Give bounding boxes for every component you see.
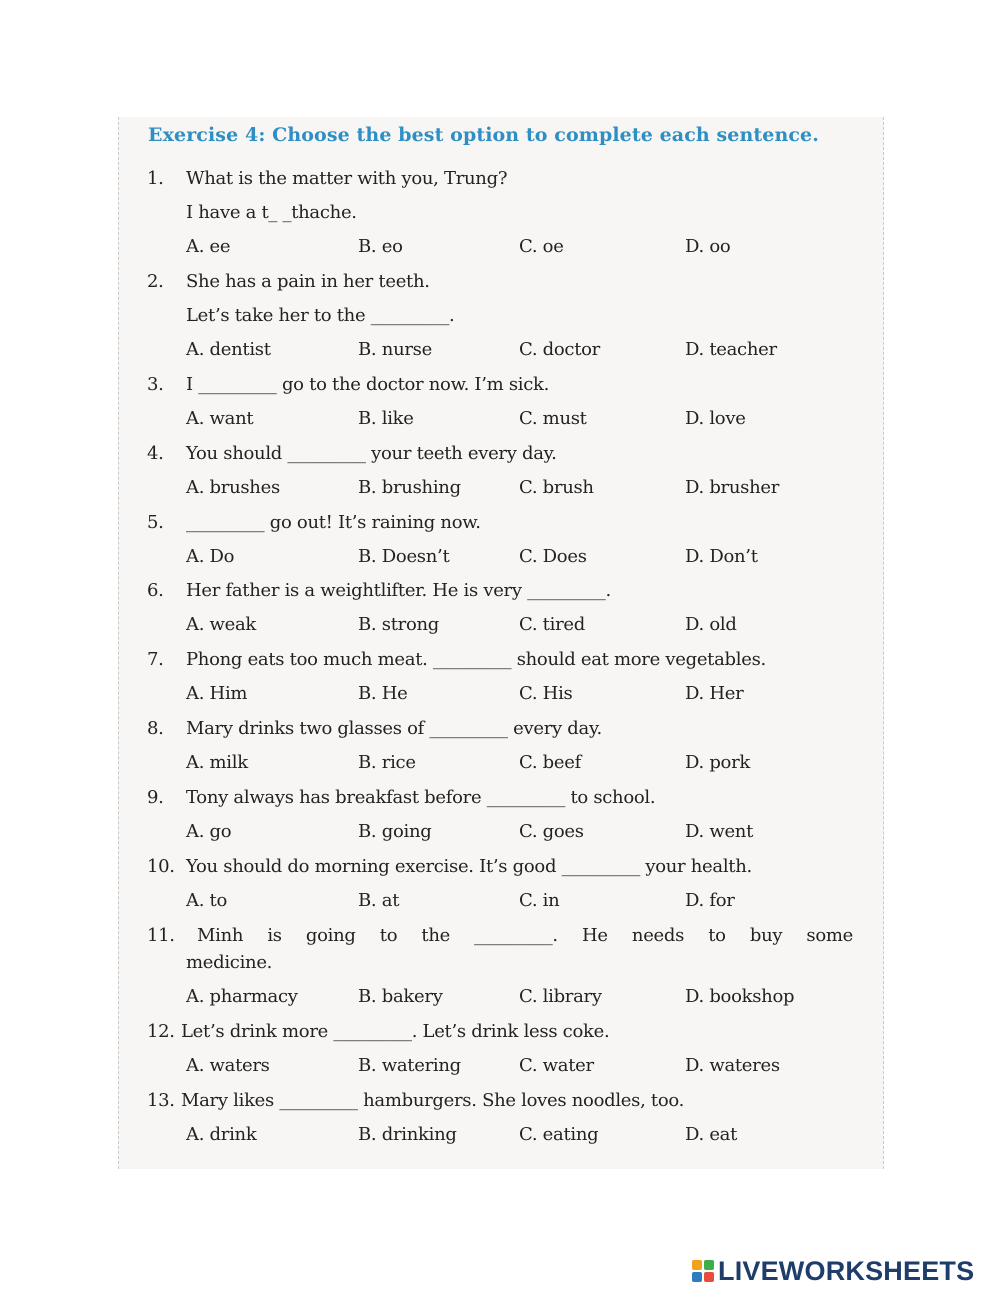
question-1-line-2: I have a t_ _thache. [186, 202, 357, 223]
question-11-option-c[interactable]: C. library [519, 986, 602, 1007]
question-2-number: 2. [147, 271, 164, 292]
question-8-option-a[interactable]: A. milk [186, 752, 248, 773]
question-7-option-b[interactable]: B. He [358, 683, 408, 704]
question-6-line-1: Her father is a weightlifter. He is very _________. [186, 580, 611, 601]
question-1-option-c[interactable]: C. oe [519, 236, 564, 257]
question-3-option-b[interactable]: B. like [358, 408, 414, 429]
question-9-option-c[interactable]: C. goes [519, 821, 584, 842]
question-7-option-d[interactable]: D. Her [685, 683, 744, 704]
question-9-option-b[interactable]: B. going [358, 821, 432, 842]
question-11-option-d[interactable]: D. bookshop [685, 986, 795, 1007]
question-2-option-d[interactable]: D. teacher [685, 339, 777, 360]
question-2-option-c[interactable]: C. doctor [519, 339, 600, 360]
question-1-option-d[interactable]: D. oo [685, 236, 731, 257]
question-3-option-a[interactable]: A. want [186, 408, 254, 429]
question-3-option-c[interactable]: C. must [519, 408, 587, 429]
question-9-number: 9. [147, 787, 164, 808]
question-8-option-c[interactable]: C. beef [519, 752, 581, 773]
question-11-option-b[interactable]: B. bakery [358, 986, 443, 1007]
question-8-option-b[interactable]: B. rice [358, 752, 416, 773]
question-2-line-1: She has a pain in her teeth. [186, 271, 430, 292]
liveworksheets-logo-icon [692, 1260, 714, 1282]
liveworksheets-logo-text: LIVEWORKSHEETS [718, 1255, 975, 1286]
question-12-option-d[interactable]: D. wateres [685, 1055, 780, 1076]
question-3-option-d[interactable]: D. love [685, 408, 746, 429]
question-4-number: 4. [147, 443, 164, 464]
question-1-option-a[interactable]: A. ee [186, 236, 231, 257]
question-4-option-b[interactable]: B. brushing [358, 477, 461, 498]
question-2-option-a[interactable]: A. dentist [186, 339, 271, 360]
question-9-line-1: Tony always has breakfast before _________ to school. [186, 787, 656, 808]
question-9-option-d[interactable]: D. went [685, 821, 754, 842]
question-12-option-b[interactable]: B. watering [358, 1055, 461, 1076]
question-1-number: 1. [147, 168, 164, 189]
question-10-option-d[interactable]: D. for [685, 890, 735, 911]
question-10-number: 10. [147, 856, 175, 877]
question-12-number: 12. [147, 1021, 175, 1042]
question-6-option-c[interactable]: C. tired [519, 614, 585, 635]
question-5-option-c[interactable]: C. Does [519, 546, 587, 567]
question-13-number: 13. [147, 1090, 175, 1111]
question-2-line-2: Let’s take her to the _________. [186, 305, 455, 326]
question-8-line-1: Mary drinks two glasses of _________ every day. [186, 718, 602, 739]
question-6-option-b[interactable]: B. strong [358, 614, 439, 635]
question-13-option-a[interactable]: A. drink [186, 1124, 257, 1145]
question-4-option-a[interactable]: A. brushes [186, 477, 280, 498]
question-10-option-c[interactable]: C. in [519, 890, 560, 911]
question-5-number: 5. [147, 512, 164, 533]
question-9-option-a[interactable]: A. go [186, 821, 232, 842]
question-7-option-a[interactable]: A. Him [186, 683, 248, 704]
question-4-option-c[interactable]: C. brush [519, 477, 594, 498]
question-12-line-1: Let’s drink more _________. Let’s drink less coke. [181, 1021, 610, 1042]
question-6-option-a[interactable]: A. weak [186, 614, 257, 635]
question-13-option-d[interactable]: D. eat [685, 1124, 738, 1145]
exercise-title: Exercise 4: Choose the best option to complete each sentence. [148, 124, 819, 146]
question-8-option-d[interactable]: D. pork [685, 752, 751, 773]
question-11-line-2: medicine. [186, 952, 273, 973]
question-6-option-d[interactable]: D. old [685, 614, 737, 635]
question-5-option-a[interactable]: A. Do [186, 546, 235, 567]
question-3-number: 3. [147, 374, 164, 395]
question-7-line-1: Phong eats too much meat. _________ should eat more vegetables. [186, 649, 766, 670]
question-12-option-c[interactable]: C. water [519, 1055, 594, 1076]
question-5-line-1: _________ go out! It’s raining now. [186, 512, 481, 533]
question-7-option-c[interactable]: C. His [519, 683, 573, 704]
question-10-option-a[interactable]: A. to [186, 890, 228, 911]
question-1-option-b[interactable]: B. eo [358, 236, 403, 257]
question-12-option-a[interactable]: A. waters [186, 1055, 270, 1076]
question-3-line-1: I _________ go to the doctor now. I’m sick. [186, 374, 550, 395]
question-1-line-1: What is the matter with you, Trung? [186, 168, 508, 189]
question-7-number: 7. [147, 649, 164, 670]
question-5-option-d[interactable]: D. Don’t [685, 546, 758, 567]
question-13-option-b[interactable]: B. drinking [358, 1124, 457, 1145]
question-8-number: 8. [147, 718, 164, 739]
question-13-line-1: Mary likes _________ hamburgers. She loves noodles, too. [181, 1090, 685, 1111]
question-10-option-b[interactable]: B. at [358, 890, 400, 911]
question-10-line-1: You should do morning exercise. It’s good _________ your health. [186, 856, 752, 877]
question-2-option-b[interactable]: B. nurse [358, 339, 432, 360]
question-11-line-1: Minh is going to the _________. He needs to buy some [197, 925, 853, 946]
question-11-option-a[interactable]: A. pharmacy [186, 986, 298, 1007]
question-6-number: 6. [147, 580, 164, 601]
question-5-option-b[interactable]: B. Doesn’t [358, 546, 450, 567]
question-11-number: 11. [147, 925, 175, 946]
liveworksheets-logo[interactable] [692, 1256, 974, 1286]
question-4-option-d[interactable]: D. brusher [685, 477, 780, 498]
question-13-option-c[interactable]: C. eating [519, 1124, 599, 1145]
question-4-line-1: You should _________ your teeth every day. [186, 443, 557, 464]
